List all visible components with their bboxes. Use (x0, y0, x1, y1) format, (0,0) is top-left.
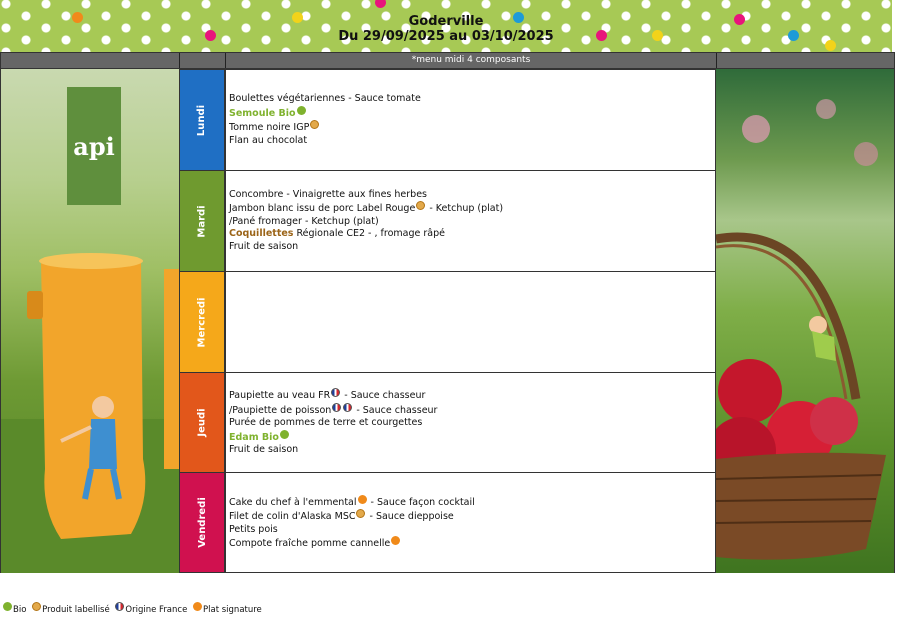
page-title: Goderville (408, 14, 484, 29)
label-icon (356, 509, 365, 518)
menu-item-text: Tomme noire IGP (229, 122, 310, 133)
subtitle-bar (0, 52, 895, 69)
menu-cell-lundi (226, 70, 715, 170)
france-flag-icon (331, 388, 340, 397)
menu-item-text: Purée de pommes de terre et courgettes (229, 417, 423, 429)
confetti-dot (375, 0, 386, 8)
menu-item (229, 120, 715, 135)
day-column (179, 69, 225, 573)
logo-text: api (73, 131, 115, 161)
menu-item-suffix: - Ketchup (plat) (426, 203, 504, 215)
menu-column (225, 69, 716, 573)
menu-cell-mardi (226, 171, 715, 271)
menu-item-suffix: - Sauce chasseur (353, 404, 438, 416)
menu-item (229, 444, 715, 457)
menu-item-text: /Paupiette de poisson (229, 404, 332, 416)
menu-item-text: Fruit de saison (229, 240, 299, 252)
menu-item (229, 228, 715, 241)
day-name: Vendredi (196, 497, 208, 548)
menu-item-text: Semoule Bio (229, 107, 296, 119)
bio-icon (3, 602, 12, 611)
legend-item-france (114, 602, 187, 615)
legend-item-signature (192, 602, 262, 615)
bio-icon (297, 106, 306, 115)
menu-item-suffix: - Sauce façon cocktail (367, 496, 475, 508)
menu-item (229, 388, 715, 403)
menu-item (229, 536, 715, 551)
day-name: Jeudi (196, 408, 208, 437)
day-label-vendredi (180, 473, 224, 572)
signature-icon (193, 602, 202, 611)
menu-item-text: Edam Bio (229, 431, 279, 443)
menu-item-text: Compote fraîche pomme cannelle (229, 538, 391, 549)
menu-item-text: /Pané fromager - Ketchup (plat) (229, 215, 379, 227)
menu-item (229, 417, 715, 430)
label-icon (32, 602, 41, 611)
menu-item-text: Concombre - Vinaigrette aux fines herbes (229, 188, 427, 200)
menu-item (229, 201, 715, 216)
legend (2, 602, 264, 615)
legend-label: Origine France (125, 605, 188, 615)
bio-icon (280, 430, 289, 439)
menu-subtitle: *menu midi 4 composants (411, 55, 531, 65)
menu-cell-jeudi (226, 373, 715, 472)
day-name: Lundi (196, 104, 208, 136)
menu-item-text: Boulettes végétariennes - Sauce tomate (229, 93, 421, 104)
day-name: Mardi (196, 204, 208, 238)
apple-basket-illustration (716, 69, 895, 573)
france-flag-icon (343, 403, 352, 412)
menu-item-text: Fruit de saison (229, 444, 299, 456)
france-flag-icon (332, 403, 341, 412)
day-name: Mercredi (196, 297, 208, 347)
menu-item (229, 241, 715, 254)
legend-label: Produit labellisé (42, 605, 110, 615)
menu-item (229, 135, 715, 148)
menu-item-text: Jambon blanc issu de porc Label Rouge (229, 203, 416, 215)
day-label-jeudi (180, 373, 224, 472)
menu-item-text: Filet de colin d'Alaska MSC (229, 511, 356, 522)
menu-item-text: Paupiette au veau FR (229, 390, 331, 402)
day-label-mercredi (180, 272, 224, 372)
label-icon (416, 201, 425, 210)
menu-item-text: Cake du chef à l'emmental (229, 496, 357, 508)
legend-item-bio (2, 602, 26, 615)
menu-item (229, 216, 715, 229)
boots-illustration (1, 69, 179, 573)
menu-item-text: Coquillettes (229, 228, 294, 240)
date-range: Du 29/09/2025 au 03/10/2025 (338, 29, 554, 44)
menu-item-text: Petits pois (229, 523, 278, 535)
menu-cell-mercredi (226, 272, 715, 372)
day-label-lundi (180, 70, 224, 170)
menu-item (229, 495, 715, 510)
menu-item (229, 430, 715, 445)
menu-item-text: Flan au chocolat (229, 134, 308, 146)
menu-item-suffix: - Sauce dieppoise (366, 511, 454, 522)
menu-item (229, 524, 715, 537)
signature-icon (391, 536, 400, 545)
legend-label: Bio (13, 605, 27, 615)
left-photo-boots (0, 69, 179, 573)
menu-cell-vendredi (226, 473, 715, 572)
menu-item (229, 509, 715, 524)
menu-item (229, 106, 715, 121)
menu-item (229, 93, 715, 106)
france-flag-icon (115, 602, 124, 611)
legend-label: Plat signature (203, 605, 262, 615)
header-banner (0, 0, 892, 52)
menu-item-suffix: - Sauce chasseur (341, 390, 426, 402)
label-icon (310, 120, 319, 129)
menu-item (229, 403, 715, 418)
right-photo-apple-basket (716, 69, 895, 573)
legend-item-label (31, 602, 110, 615)
menu-item-suffix: Régionale CE2 - , fromage râpé (293, 228, 445, 240)
day-label-mardi (180, 171, 224, 271)
menu-item (229, 189, 715, 202)
signature-icon (358, 495, 367, 504)
